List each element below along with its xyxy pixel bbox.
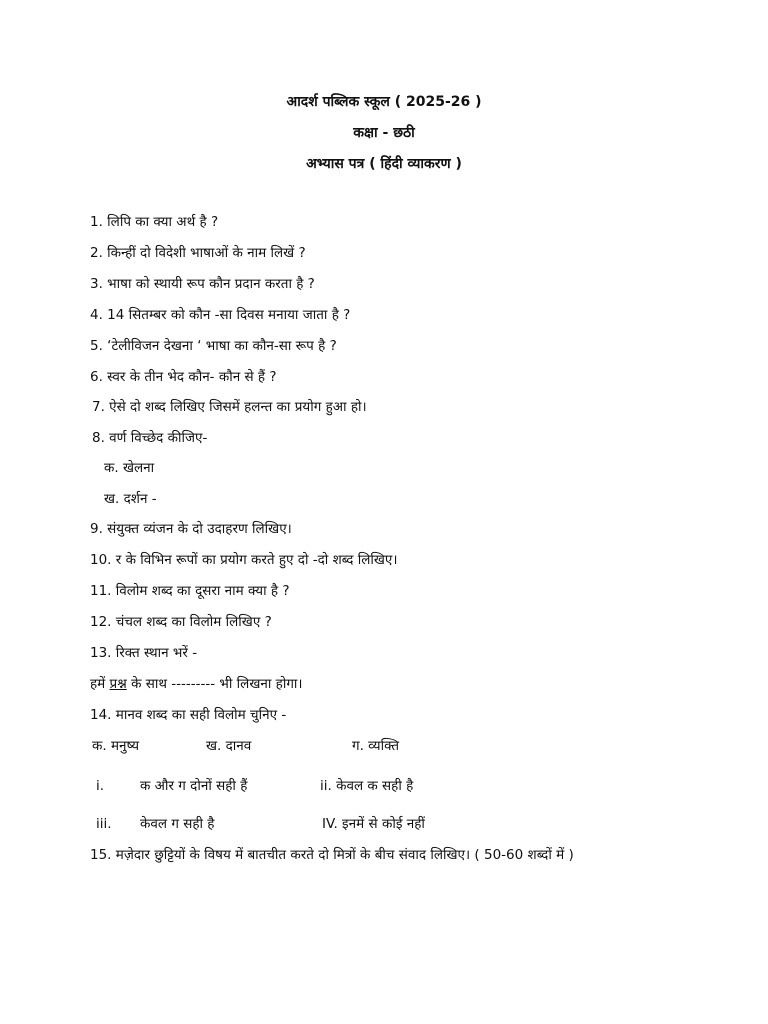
question-8-part-b: ख. दर्शन - (104, 491, 157, 507)
question-8-part-a: क. खेलना (104, 460, 155, 476)
sheet-title: अभ्यास पत्र ( हिंदी व्याकरण ) (306, 156, 462, 172)
class-title: कक्षा - छठी (353, 125, 415, 141)
question-2: 2. किन्हीं दो विदेशी भाषाओं के नाम लिखें ? (90, 245, 306, 261)
blank-sentence-underlined-word: प्रश्न (109, 676, 127, 692)
answer-option-i: क और ग दोनों सही हैं (140, 778, 248, 794)
blank-sentence-start: हमें (90, 676, 110, 692)
question-11: 11. विलोम शब्द का दूसरा नाम क्या है ? (90, 583, 290, 599)
question-1: 1. लिपि का क्या अर्थ है ? (90, 214, 219, 230)
question-14-option-ka: क. मनुष्य (92, 738, 140, 754)
question-8: 8. वर्ण विच्छेद कीजिए- (92, 430, 208, 446)
question-13: 13. रिक्त स्थान भरें - (90, 645, 198, 661)
question-4: 4. 14 सितम्बर को कौन -सा दिवस मनाया जाता है ? (90, 307, 351, 323)
question-14-option-kha: ख. दानव (206, 738, 252, 754)
question-13-blank-sentence (90, 675, 303, 693)
question-6: 6. स्वर के तीन भेद कौन- कौन से हैं ? (90, 369, 277, 385)
question-7: 7. ऐसे दो शब्द लिखिए जिसमें हलन्त का प्रयोग हुआ हो। (92, 399, 367, 415)
blank-sentence-end: के साथ --------- भी लिखना होगा। (126, 676, 303, 692)
question-14: 14. मानव शब्द का सही विलोम चुनिए - (90, 707, 287, 723)
answer-option-iii-number: iii. (96, 816, 112, 832)
question-9: 9. संयुक्त व्यंजन के दो उदाहरण लिखिए। (90, 521, 292, 537)
answer-option-i-number: i. (96, 778, 105, 794)
answer-option-ii: ii. केवल क सही है (320, 778, 414, 794)
school-title: आदर्श पब्लिक स्कूल ( 2025-26 ) (286, 94, 482, 110)
question-14-option-ga: ग. व्यक्ति (352, 738, 400, 754)
question-10: 10. र के विभिन रूपों का प्रयोग करते हुए दो -दो शब्द लिखिए। (90, 552, 398, 568)
question-5: 5. ‘टेलीविजन देखना ‘ भाषा का कौन-सा रूप है ? (90, 338, 337, 354)
answer-option-iii: केवल ग सही है (140, 816, 215, 832)
question-3: 3. भाषा को स्थायी रूप कौन प्रदान करता है ? (90, 276, 315, 292)
answer-option-iv: IV. इनमें से कोई नहीं (322, 816, 425, 832)
question-15: 15. मज़ेदार छुट्टियों के विषय में बातचीत करते दो मित्रों के बीच संवाद लिखिए। ( 50-60 शब्दों में ) (90, 847, 574, 863)
question-12: 12. चंचल शब्द का विलोम लिखिए ? (90, 614, 272, 630)
